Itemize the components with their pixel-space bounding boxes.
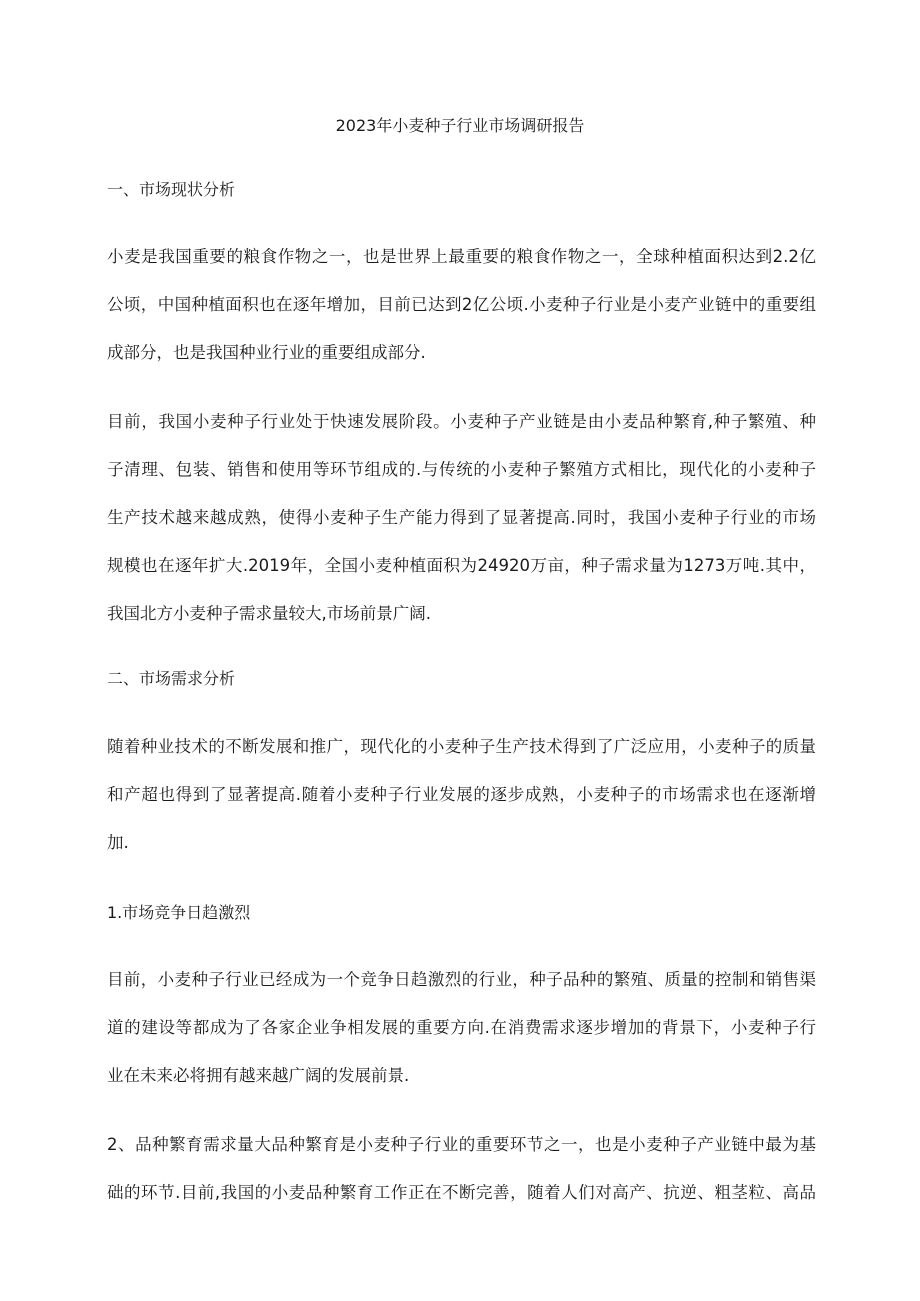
section-heading-market-status: 一、市场现状分析 — [107, 180, 236, 199]
paragraph-line: 规模也在逐年扩大.2019年，全国小麦种植面积为24920万亩，种子需求量为1273万吨.其中， — [107, 556, 816, 575]
paragraph-line: 加. — [107, 833, 129, 852]
paragraph-line: 生产技术越来越成熟，使得小麦种子生产能力得到了显著提高.同时，我国小麦种子行业的市场 — [107, 508, 816, 527]
paragraph-line: 小麦是我国重要的粮食作物之一，也是世界上最重要的粮食作物之一，全球种植面积达到2.2亿 — [107, 247, 816, 266]
paragraph-line: 我国北方小麦种子需求量较大,市场前景广阔. — [107, 604, 431, 623]
paragraph-line: 目前，我国小麦种子行业处于快速发展阶段。小麦种子产业链是由小麦品种繁育,种子繁殖、种 — [107, 412, 816, 431]
paragraph-line: 业在未来必将拥有越来越广阔的发展前景. — [107, 1066, 410, 1085]
paragraph-line: 和产超也得到了显著提高.随着小麦种子行业发展的逐步成熟，小麦种子的市场需求也在逐渐增 — [107, 785, 816, 804]
section-heading-market-demand: 二、市场需求分析 — [107, 669, 236, 688]
paragraph-line: 随着种业技术的不断发展和推广，现代化的小麦种子生产技术得到了广泛应用，小麦种子的质量 — [107, 737, 816, 756]
paragraph-line: 础的环节.目前,我国的小麦品种繁育工作正在不断完善，随着人们对高产、抗逆、粗茎粒、高品 — [107, 1183, 816, 1202]
document-title: 2023年小麦种子行业市场调研报告 — [335, 116, 585, 135]
paragraph-line: 道的建设等都成为了各家企业争相发展的重要方向.在消费需求逐步增加的背景下，小麦种子行 — [107, 1018, 816, 1037]
paragraph-line: 子清理、包装、销售和使用等环节组成的.与传统的小麦种子繁殖方式相比，现代化的小麦种子 — [107, 460, 816, 479]
subsection-heading-competition: 1.市场竞争日趋激烈 — [107, 903, 251, 922]
paragraph-line: 目前，小麦种子行业已经成为一个竞争日趋激烈的行业，种子品种的繁殖、质量的控制和销售渠 — [107, 970, 816, 989]
paragraph-line: 成部分，也是我国种业行业的重要组成部分. — [107, 343, 426, 362]
paragraph-line: 2、品种繁育需求量大品种繁育是小麦种子行业的重要环节之一，也是小麦种子产业链中最为基 — [107, 1135, 816, 1154]
paragraph-line: 公顷，中国种植面积也在逐年增加，目前已达到2亿公顷.小麦种子行业是小麦产业链中的重要组 — [107, 295, 816, 314]
